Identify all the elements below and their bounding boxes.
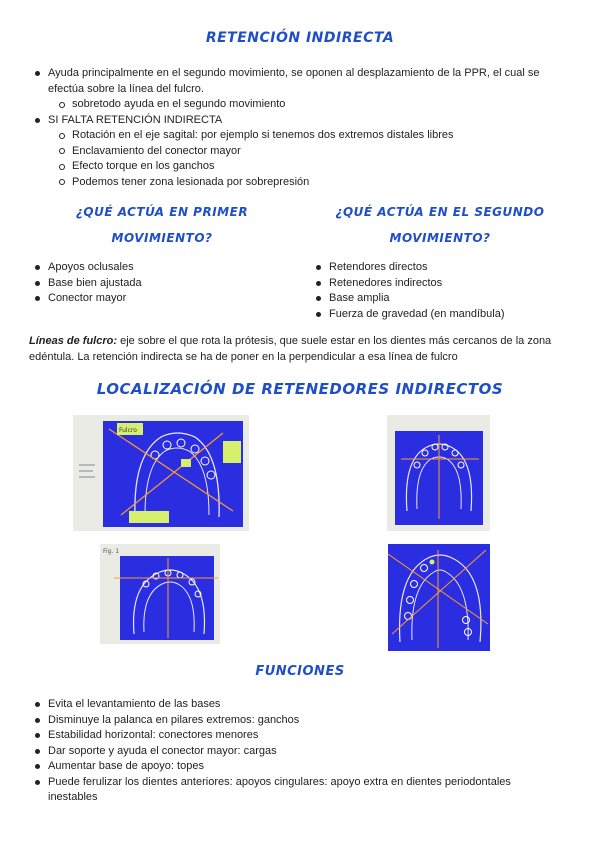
heading-line: MOVIMIENTO?: [111, 231, 213, 245]
list-item: Rotación en el eje sagital: por ejemplo si tenemos dos extremos distales libres: [29, 128, 564, 144]
heading-line: ¿QUÉ ACTÚA EN EL SEGUNDO: [335, 205, 545, 219]
fulcrum-definition: eje sobre el que rota la prótesis, que suele estar en los dientes más cercanos de la zona edéntula. La retención indirecta se ha de poner en la perpendicular a esa línea de fulcro: [29, 335, 552, 363]
list-item: Aumentar base de apoyo: topes: [29, 759, 539, 775]
list-item: Disminuye la palanca en pilares extremos: ganchos: [29, 713, 539, 729]
list-item: Enclavamiento del conector mayor: [29, 144, 564, 160]
list-item: Evita el levantamiento de las bases: [29, 697, 539, 713]
list-item: Puede ferulizar los dientes anteriores: apoyos cingulares: apoyo extra en dientes periodontales inestables: [29, 775, 539, 806]
list-item: Dar soporte y ayuda el conector mayor: cargas: [29, 744, 539, 760]
list-item: Ayuda principalmente en el segundo movimiento, se oponen al desplazamiento de la PPR, el cual se efectúa sobre la línea del fulcro.: [29, 66, 564, 97]
list-item: SI FALTA RETENCIÓN INDIRECTA: [29, 113, 564, 129]
heading-line: ¿QUÉ ACTÚA EN PRIMER: [75, 205, 249, 219]
list-item: Retenedores indirectos: [310, 276, 570, 292]
fulcrum-diagram-photo-3: [100, 544, 220, 644]
list-item: Estabilidad horizontal: conectores menores: [29, 728, 539, 744]
fulcrum-diagram-photo-4: [388, 544, 490, 651]
list-item: Efecto torque en los ganchos: [29, 159, 564, 175]
fulcrum-term: Líneas de fulcro:: [29, 335, 118, 347]
functions-list: [29, 697, 539, 806]
photo-label: Fulcro: [119, 427, 137, 434]
list-item: Conector mayor: [29, 291, 279, 307]
list-item: sobretodo ayuda en el segundo movimiento: [29, 97, 564, 113]
list-item: Retendores directos: [310, 260, 570, 276]
heading-line: MOVIMIENTO?: [389, 231, 491, 245]
list-item: Base amplia: [310, 291, 570, 307]
list-item: Podemos tener zona lesionada por sobrepresión: [29, 175, 564, 191]
second-movement-heading: [310, 199, 570, 251]
second-movement-list: [310, 260, 570, 322]
fulcrum-diagram-photo-1: [73, 415, 249, 531]
list-item: Apoyos oclusales: [29, 260, 279, 276]
first-movement-list: [29, 260, 279, 307]
fulcrum-paragraph: [29, 333, 559, 365]
functions-heading: FUNCIONES: [255, 664, 345, 679]
indirect-retainers-location-heading: LOCALIZACIÓN DE RETENEDORES INDIRECTOS: [96, 380, 504, 398]
photo-label: Fig. 1: [103, 548, 120, 555]
first-movement-heading: [32, 199, 292, 251]
fulcrum-diagram-photo-2: [387, 415, 490, 531]
intro-list: [29, 66, 564, 190]
list-item: Base bien ajustada: [29, 276, 279, 292]
list-item: Fuerza de gravedad (en mandíbula): [310, 307, 570, 323]
page-title: RETENCIÓN INDIRECTA: [205, 30, 395, 46]
